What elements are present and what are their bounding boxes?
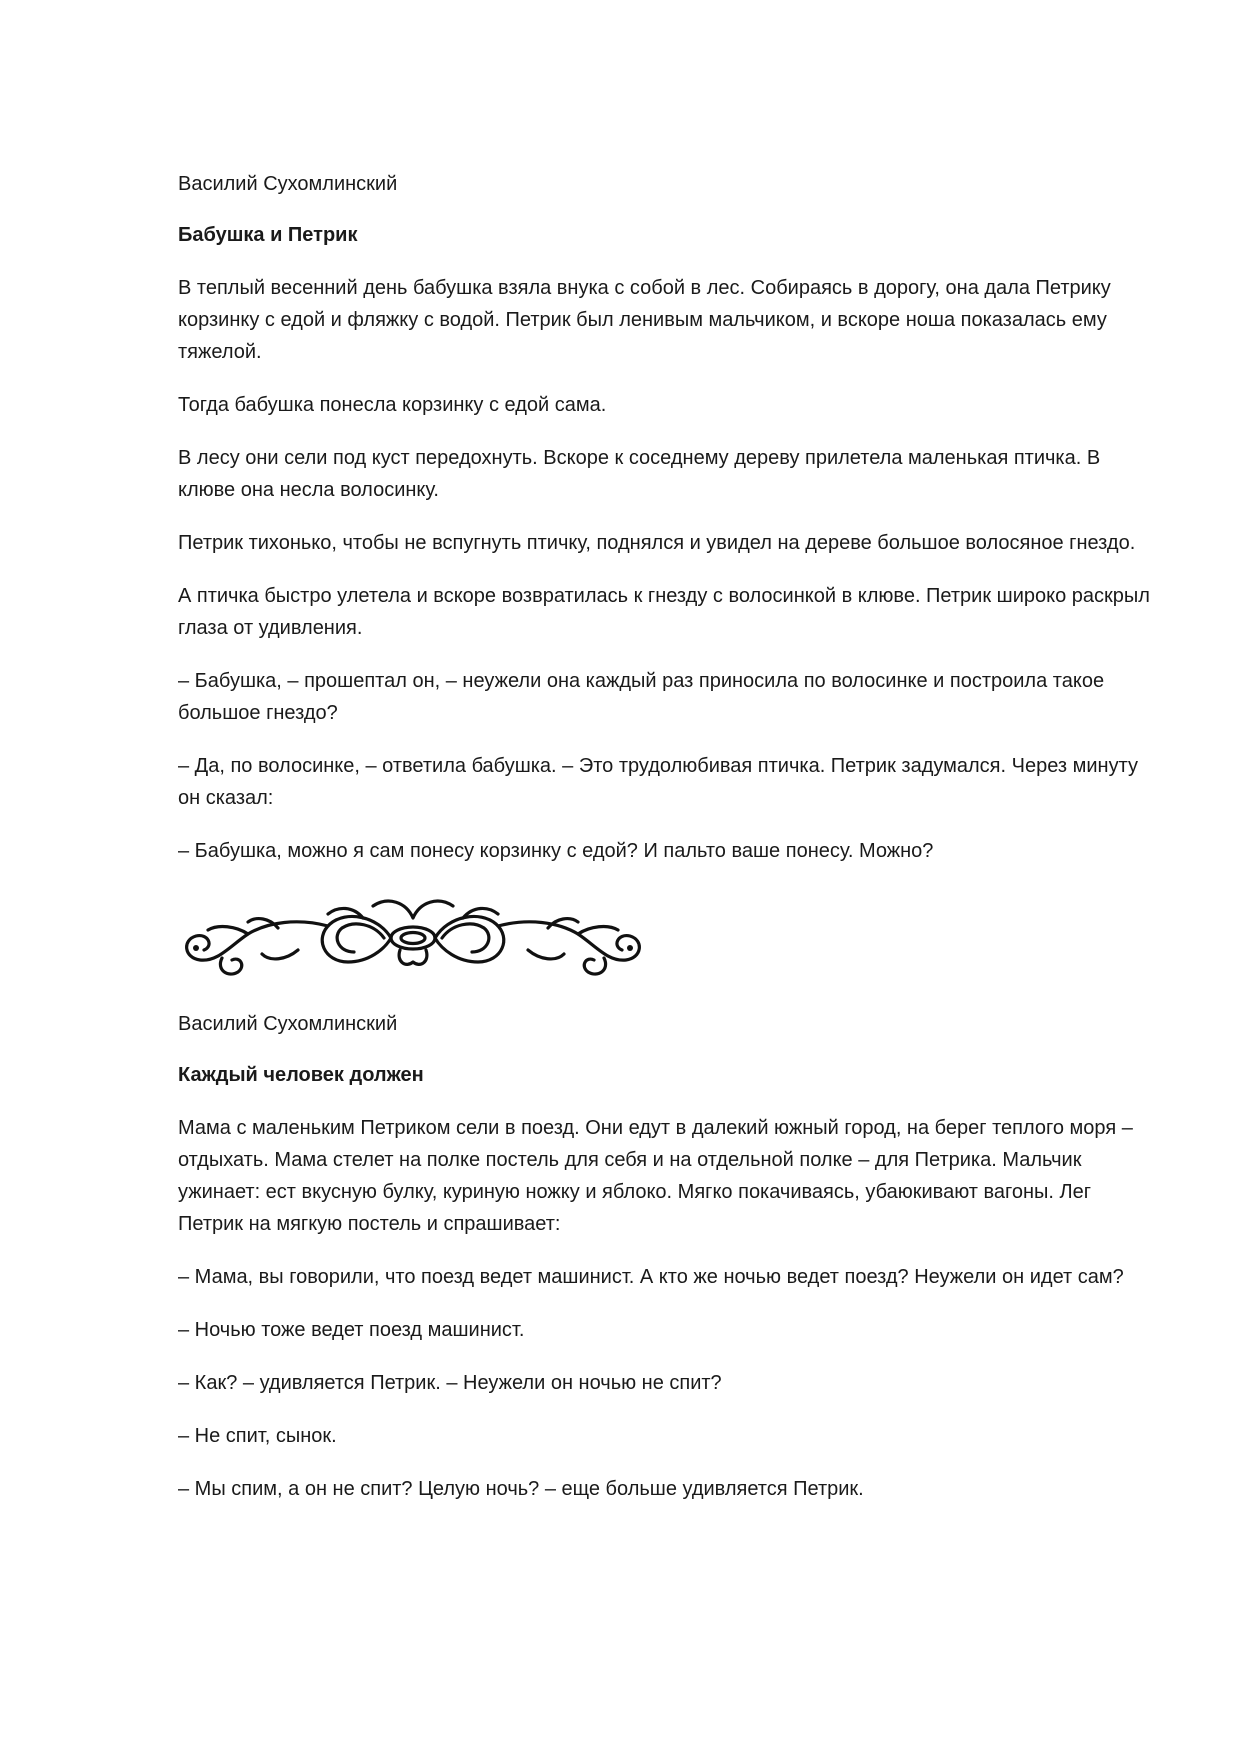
document-page — [178, 170, 1158, 1526]
paragraph: – Ночью тоже ведет поезд машинист. — [178, 1319, 525, 1341]
paragraph: – Мы спим, а он не спит? Целую ночь? – еще больше удивляется Петрик. — [178, 1478, 864, 1500]
paragraph: А птичка быстро улетела и вскоре возвратилась к гнезду с волосинкой в клюве. Петрик широко раскрыл глаза от удивления. — [178, 585, 1150, 639]
paragraph: Петрик тихонько, чтобы не вспугнуть птичку, поднялся и увидел на дереве большое волосяное гнездо. — [178, 532, 1136, 554]
paragraph: – Да, по волосинке, – ответила бабушка. – Это трудолюбивая птичка. Петрик задумался. Через минуту он сказал: — [178, 755, 1138, 809]
paragraph: – Бабушка, – прошептал он, – неужели она каждый раз приносила по волосинке и построила такое большое гнездо? — [178, 670, 1105, 724]
paragraph: Мама с маленьким Петриком сели в поезд. Они едут в далекий южный город, на берег теплого моря – отдыхать. Мама стелет на полке постель для себя и на отдельной полке – для Петрика. Мальчик ужинает: ест вкусную булку, куриную ножку и яблоко. Мягко покачиваясь, убаюкивают вагоны. Лег Петрик на мягкую постель и спрашивает: — [178, 1117, 1133, 1235]
paragraph: – Как? – удивляется Петрик. – Неужели он ночью не спит? — [178, 1372, 722, 1394]
paragraph: В лесу они сели под куст передохнуть. Вскоре к соседнему дереву прилетела маленькая птичка. В клюве она несла волосинку. — [178, 447, 1101, 501]
story-2 — [178, 1010, 1158, 1505]
story-author: Василий Сухомлинский — [178, 1013, 398, 1035]
story-1 — [178, 170, 1158, 867]
paragraph: В теплый весенний день бабушка взяла внука с собой в лес. Собираясь в дорогу, она дала Петрику корзинку с едой и фляжку с водой. Петрик был ленивым мальчиком, и вскоре ноша показалась ему тяжелой. — [178, 277, 1111, 363]
paragraph: – Не спит, сынок. — [178, 1425, 337, 1447]
story-author: Василий Сухомлинский — [178, 173, 398, 195]
story-title: Бабушка и Петрик — [178, 224, 358, 246]
story-title: Каждый человек должен — [178, 1064, 424, 1086]
paragraph: – Бабушка, можно я сам понесу корзинку с едой? И пальто ваше понесу. Можно? — [178, 840, 934, 862]
paragraph: – Мама, вы говорили, что поезд ведет машинист. А кто же ночью ведет поезд? Неужели он идет сам? — [178, 1266, 1124, 1288]
paragraph: Тогда бабушка понесла корзинку с едой сама. — [178, 394, 607, 416]
ornamental-flourish-icon — [178, 888, 648, 988]
